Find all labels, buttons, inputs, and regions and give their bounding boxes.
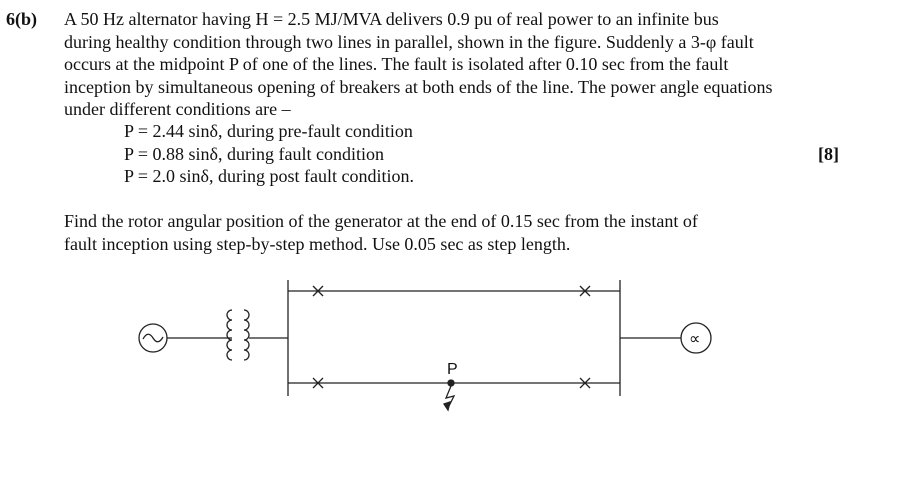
problem-line: A 50 Hz alternator having H = 2.5 MJ/MVA delivers 0.9 pu of real power to an infinite bus: [64, 9, 719, 29]
problem-line: inception by simultaneous opening of breakers at both ends of the line. The power angle equations: [64, 76, 773, 97]
task-line: fault inception using step-by-step method. Use 0.05 sec as step length.: [64, 233, 571, 254]
generator-icon: [139, 324, 167, 352]
problem-line: during healthy condition through two lines in parallel, shown in the figure. Suddenly a 3-φ fault: [64, 31, 754, 52]
problem-line: occurs at the midpoint P of one of the lines. The fault is isolated after 0.10 sec from the fault: [64, 54, 729, 74]
fault-point-label: P: [447, 361, 458, 378]
fault-point-dot: [448, 380, 454, 386]
question-number: 6(b): [6, 9, 37, 29]
infinite-bus-symbol: ∝: [689, 329, 701, 348]
fault-lightning-icon: [444, 386, 454, 410]
equation-pre-fault: P = 2.44 sinδ, during pre-fault condition: [124, 121, 413, 141]
equation-during-fault: P = 0.88 sinδ, during fault condition: [124, 143, 384, 164]
infinite-bus-icon: [681, 323, 711, 353]
equation-post-fault: P = 2.0 sinδ, during post fault condition.: [124, 166, 414, 186]
task-line: Find the rotor angular position of the generator at the end of 0.15 sec from the instant of: [64, 211, 698, 231]
problem-line: under different conditions are –: [64, 99, 291, 119]
transformer-icon: [222, 310, 288, 360]
marks-label: [8]: [818, 144, 839, 164]
